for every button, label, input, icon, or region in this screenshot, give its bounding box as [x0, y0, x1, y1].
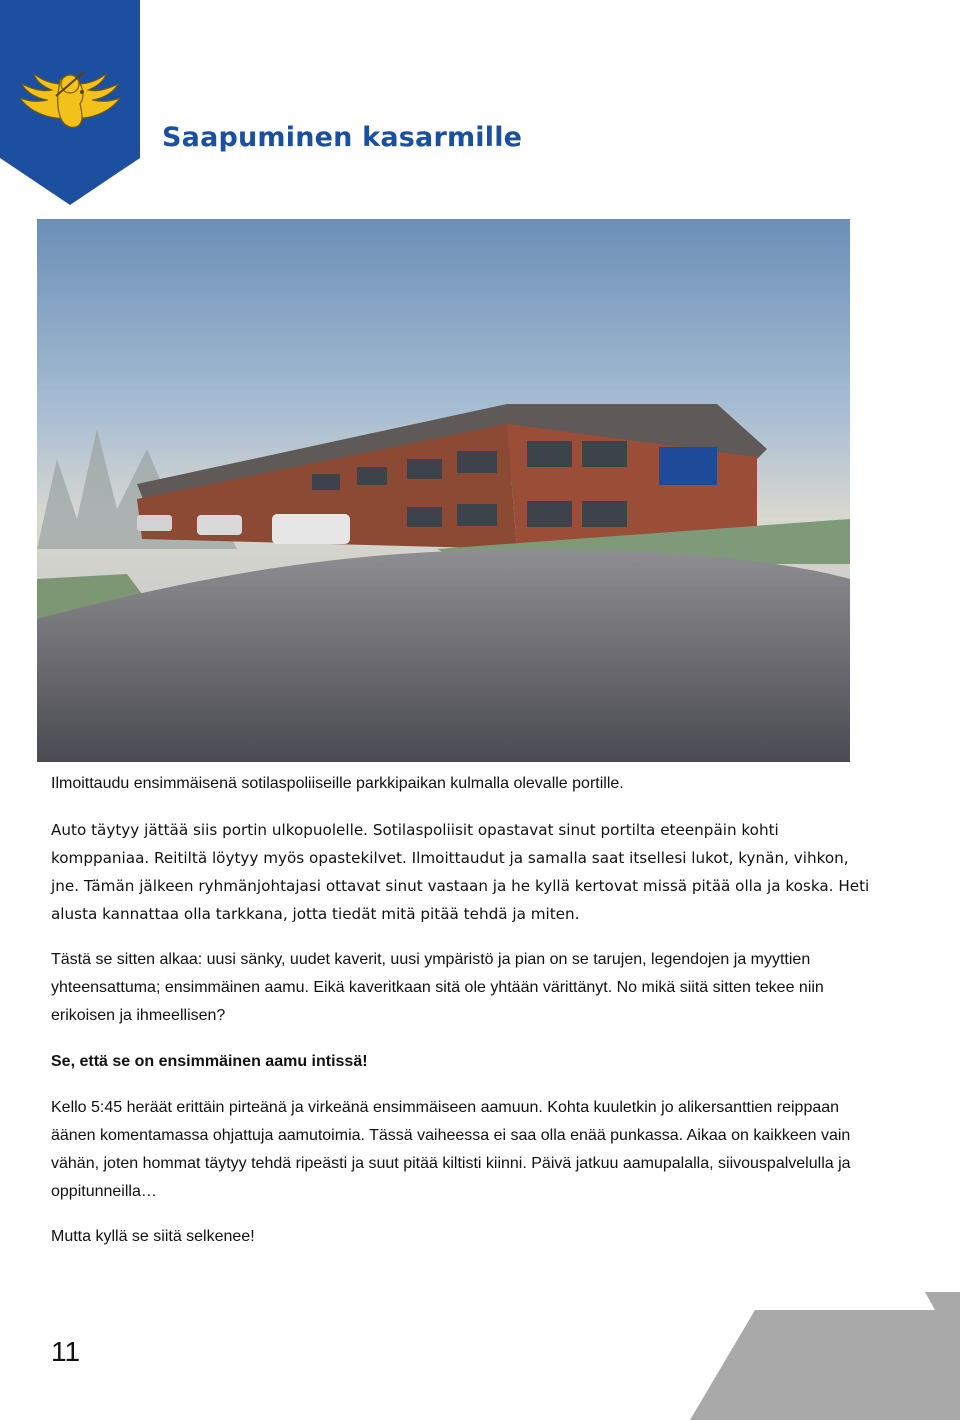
unit-banner	[0, 0, 140, 205]
paragraph-emphasis	[51, 1048, 881, 1076]
paragraph-text: Ilmoittaudu ensimmäisenä sotilaspoliiseille parkkipaikan kulmalla olevalle portille.	[51, 775, 624, 792]
page-title: Saapuminen kasarmille	[162, 122, 523, 153]
paragraph	[51, 946, 881, 1030]
paragraph-text: Mutta kyllä se siitä selkenee!	[51, 1228, 255, 1245]
page-number: 11	[51, 1336, 81, 1367]
paragraph-text: Se, että se on ensimmäinen aamu intissä!	[51, 1053, 368, 1070]
paragraph-text: Kello 5:45 heräät erittäin pirteänä ja virkeänä ensimmäiseen aamuun. Kohta kuuletkin jo alikersanttien reippaan äänen komentamassa ohjattuja aamutoimia. Tässä vaiheessa ei saa olla enää punkassa. Aikaa on kaikkeen vain vähän, joten hommat täytyy tehdä ripeästi ja suut pitää kiltisti kiinni. Päivä jatkuu aamupalalla, siivouspalvelulla ja oppitunneilla…	[51, 1099, 851, 1200]
paragraph	[51, 1094, 881, 1206]
paragraph-text: Tästä se sitten alkaa: uusi sänky, uudet kaverit, uusi ympäristö ja pian on se tarujen, legendojen ja myyttien yhteensattuma; ensimmäinen aamu. Eikä kaveritkaan sitä ole yhtään värittänyt. No mikä siitä sitten tekee niin erikoisen ja ihmeellisen?	[51, 951, 824, 1024]
paragraph-text: Auto täytyy jättää siis portin ulkopuolelle. Sotilaspoliisit opastavat sinut portilta eteenpäin kohti komppaniaa. Reitiltä löytyy myös opastekilvet. Ilmoittaudut ja samalla saat itsellesi lukot, kynän, vihkon, jne. Tämän jälkeen ryhmänjohtajasi ottavat sinut vastaan ja he kyllä kertovat missä pitää olla ja koska. Heti alusta kannattaa olla tarkkana, jotta tiedät mitä pitää tehdä ja miten.	[51, 821, 870, 923]
corner-decoration	[480, 1290, 960, 1420]
paragraph	[51, 816, 881, 928]
paragraph	[51, 770, 881, 798]
barracks-photo	[37, 219, 850, 762]
paragraph	[51, 1223, 881, 1251]
